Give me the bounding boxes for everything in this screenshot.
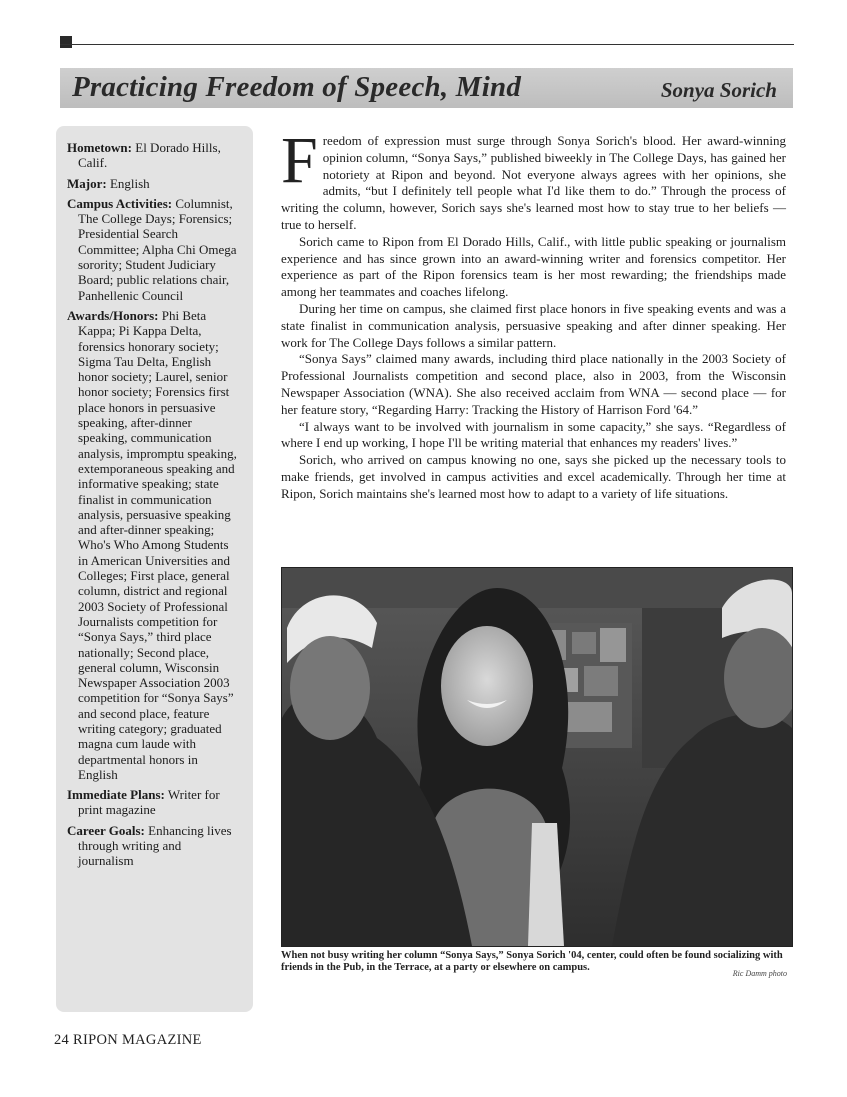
photo-caption: When not busy writing her column “Sonya Says,” Sonya Sorich '04, center, could often be found socializing with friends in the Pub, in the Terrace, at a party or elsewhere on campus.	[281, 950, 783, 974]
page-footer: 24 RIPON MAGAZINE	[54, 1032, 202, 1048]
article-title: Practicing Freedom of Speech, Mind	[72, 71, 522, 103]
article-paragraph: “Sonya Says” claimed many awards, including third place nationally in the 2003 Society of Professional Journalists competition and second place, also in 2003, from the Wisconsin Newspaper Association (WNA). She also received acclaim from WNA — second place — for her feature story, “Regarding Harry: Tracking the History of Harrison Ford '64.”	[281, 351, 786, 417]
fact-major: Major: English	[67, 175, 150, 191]
article-paragraph: “I always want to be involved with journalism in some capacity,” she says. “Regardless of where I end up working, I hope I'll be writing material that enhances my readers' lives.”	[281, 418, 786, 451]
drop-cap: F	[281, 124, 318, 197]
article-paragraph: During her time on campus, she claimed first place honors in five speaking events and was a state finalist in communication analysis, persuasive speaking and after dinner speaking. Her work for The College Days follows a similar pattern.	[281, 300, 786, 350]
fact-hometown: Hometown: El Dorado Hills, Calif.	[67, 140, 221, 171]
article-paragraph: Sorich, who arrived on campus knowing no one, says she picked up the necessary tools to make friends, get involved in campus activities and excel academically. Through her time at Ripon, Sorich maintains she's learned most how to adapt to a variety of life situations.	[281, 452, 786, 501]
article-paragraph: Freedom of expression must surge through Sonya Sorich's blood. Her award-winning opinion column, “Sonya Says,” published biweekly in The College Days, has gained her notoriety at Ripon and beyond. Not everyone always agrees with her opinions, she admits, “but I definitely tell people what I'd like them to do.” Through the process of writing the column, however, Sorich says she's learned most how to stay true to her beliefs — true to herself.	[281, 124, 786, 232]
article-subject-name: Sonya Sorich	[660, 78, 777, 102]
fact-career-goals: Career Goals: Enhancing lives through writing and journalism	[67, 822, 232, 869]
article-paragraph: Sorich came to Ripon from El Dorado Hills, Calif., with little public speaking or journalism experience and has since grown into an award-winning writer and forensics competitor. Her experience as part of the Ripon forensics team is her most rewarding; the friendships made among her teammates and coaches lifelong.	[281, 233, 786, 300]
photo-illustration	[282, 568, 792, 946]
profile-sidebar	[56, 126, 253, 1012]
article-photo	[281, 567, 793, 947]
top-rule	[60, 44, 794, 45]
fact-awards-honors: Awards/Honors: Phi Beta Kappa; Pi Kappa Delta, forensics honorary society; Sigma Tau Delta, English honor society; Laurel, senior honor society; Forensics first place honors in persuasive speaking, after-dinner speaking, communication analysis, impromptu speaking, extemporaneous speaking and informative speaking; state finalist in communication analysis, persuasive speaking and after-dinner speaking; Who's Who Among Students in American Universities and Colleges; First place, general column, district and regional 2003 Society of Professional Journalists competition for “Sonya Says,” third place nationally; Second place, general column, Wisconsin Newspaper Association 2003 competition for “Sonya Says” and second place, feature writing category; graduated magna cum laude with departmental honors in English	[67, 307, 237, 782]
fact-immediate-plans: Immediate Plans: Writer for print magazine	[67, 787, 220, 818]
article-body	[281, 124, 786, 503]
header-marker	[60, 36, 72, 48]
photo-credit: Ric Damm photo	[732, 969, 787, 978]
title-band	[60, 68, 793, 108]
fact-campus-activities: Campus Activities: Columnist, The College Days; Forensics; Presidential Search Committee; Alpha Chi Omega sorority; Student Judiciary Board; public relations chair, Panhellenic Council	[67, 195, 237, 303]
